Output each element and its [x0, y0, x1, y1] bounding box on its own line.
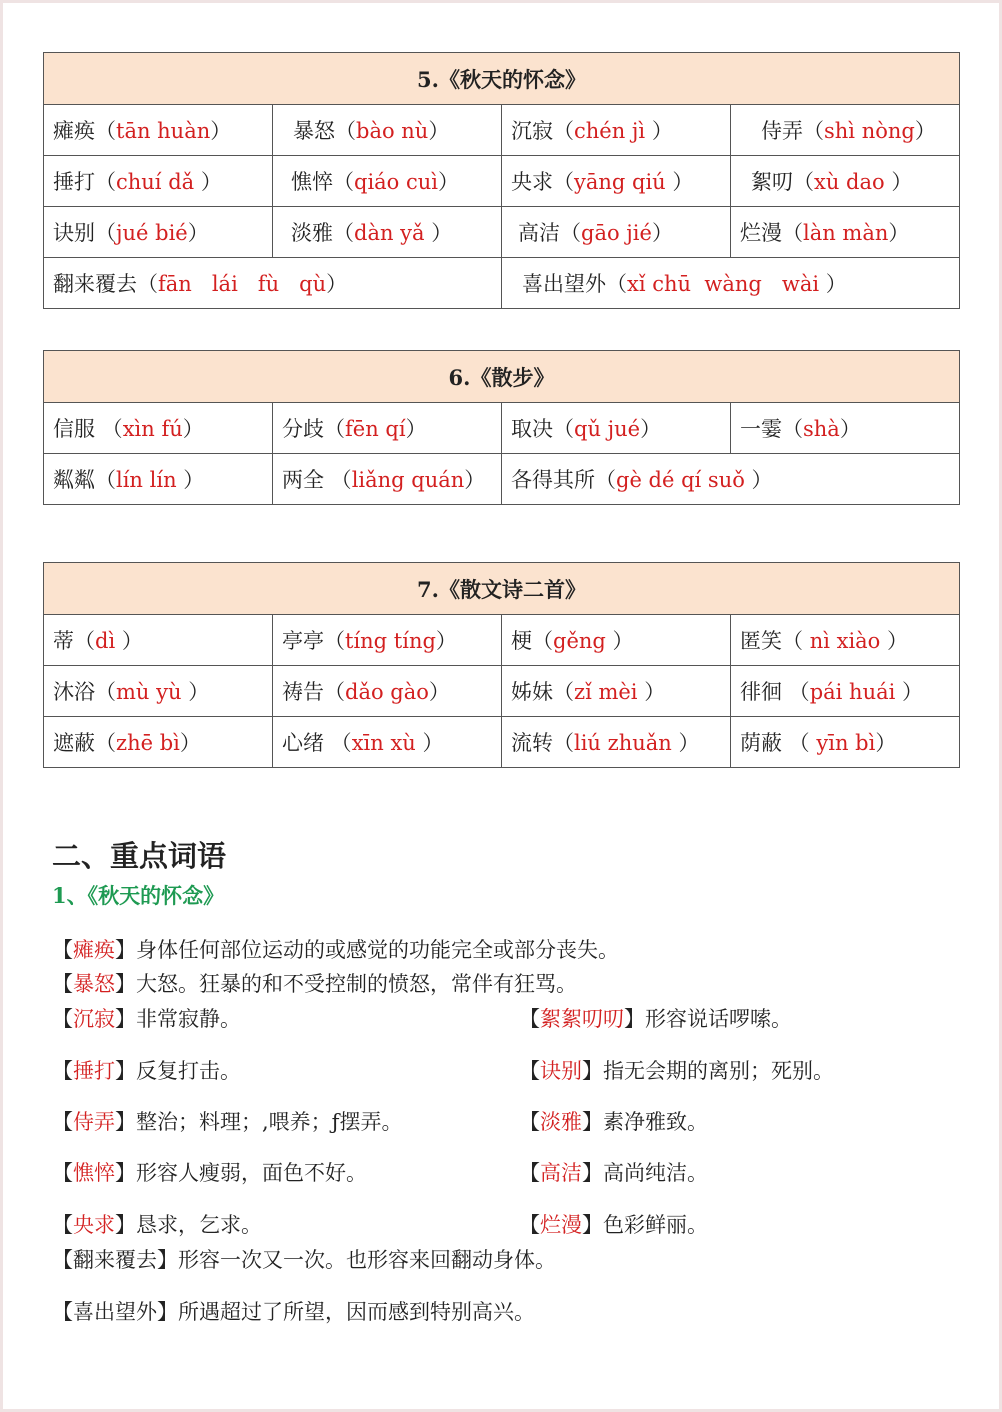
vocab-cell: 喜出望外（xǐ chū wàng wài ）: [502, 258, 960, 309]
section-subtitle: 1、《秋天的怀念》: [52, 883, 225, 908]
vocab-cell: 取决（qǔ jué）: [502, 403, 731, 454]
vocab-cell: 蒂（dì ）: [44, 615, 273, 666]
definition-item: 【烂漫】色彩鲜丽。: [519, 1213, 708, 1237]
vocab-cell: 梗（gěng ）: [502, 615, 731, 666]
table-row: [44, 666, 960, 717]
section-title: 二、重点词语: [52, 839, 227, 873]
vocab-cell: 憔悴（qiáo cuì）: [273, 156, 502, 207]
vocab-cell: 侍弄（shì nòng）: [731, 105, 960, 156]
table-row: [44, 105, 960, 156]
vocab-cell: 瘫痪（tān huàn）: [44, 105, 273, 156]
vocab-cell: 荫蔽 （ yīn bì）: [731, 717, 960, 768]
vocab-cell: 翻来覆去（fān lái fù qù）: [44, 258, 502, 309]
table-row: [44, 403, 960, 454]
definition-item: 【侍弄】整治；料理；,喂养；ƒ摆弄。: [52, 1110, 403, 1134]
vocab-cell: 心绪 （xīn xù ）: [273, 717, 502, 768]
vocab-cell: 粼粼（lín lín ）: [44, 454, 273, 505]
table-row: [44, 454, 960, 505]
table-row: [44, 156, 960, 207]
definition-item: 【喜出望外】所遇超过了所望，因而感到特别高兴。: [52, 1300, 535, 1324]
definition-item: 【瘫痪】身体任何部位运动的或感觉的功能完全或部分丧失。: [52, 938, 619, 962]
definition-item: 【淡雅】素净雅致。: [519, 1110, 708, 1134]
vocab-cell: 诀别（jué bié）: [44, 207, 273, 258]
table-title: 7.《散文诗二首》: [44, 563, 960, 615]
table-title: 6.《散步》: [44, 351, 960, 403]
table-row: [44, 207, 960, 258]
vocab-cell: 遮蔽（zhē bì）: [44, 717, 273, 768]
table-row: [44, 615, 960, 666]
vocab-cell: 两全 （liǎng quán）: [273, 454, 502, 505]
vocab-cell: 高洁（gāo jié）: [502, 207, 731, 258]
vocab-cell: 一霎（shà）: [731, 403, 960, 454]
vocab-table-7: [43, 562, 960, 768]
vocab-cell: 央求（yāng qiú ）: [502, 156, 731, 207]
vocab-cell: 烂漫（làn màn）: [731, 207, 960, 258]
definition-item: 【高洁】高尚纯洁。: [519, 1161, 708, 1185]
vocab-cell: 匿笑（ nì xiào ）: [731, 615, 960, 666]
vocab-cell: 徘徊 （pái huái ）: [731, 666, 960, 717]
vocab-cell: 姊妹（zǐ mèi ）: [502, 666, 731, 717]
vocab-cell: 淡雅（dàn yǎ ）: [273, 207, 502, 258]
definition-item: 【暴怒】大怒。狂暴的和不受控制的愤怒，常伴有狂骂。: [52, 972, 577, 996]
vocab-cell: 流转（liú zhuǎn ）: [502, 717, 731, 768]
vocab-cell: 祷告（dǎo gào）: [273, 666, 502, 717]
definition-item: 【央求】恳求，乞求。: [52, 1213, 262, 1237]
definition-item: 【憔悴】形容人瘦弱，面色不好。: [52, 1161, 367, 1185]
definition-item: 【沉寂】非常寂静。: [52, 1007, 241, 1031]
definition-item: 【捶打】反复打击。: [52, 1059, 241, 1083]
vocab-cell: 各得其所（gè dé qí suǒ ）: [502, 454, 960, 505]
vocab-cell: 沉寂（chén jì ）: [502, 105, 731, 156]
vocab-cell: 沐浴（mù yù ）: [44, 666, 273, 717]
table-title: 5.《秋天的怀念》: [44, 53, 960, 105]
definition-item: 【诀别】指无会期的离别；死别。: [519, 1059, 834, 1083]
vocab-table-5: [43, 52, 960, 309]
vocab-cell: 信服 （xìn fú）: [44, 403, 273, 454]
vocab-cell: 暴怒（bào nù）: [273, 105, 502, 156]
vocab-cell: 捶打（chuí dǎ ）: [44, 156, 273, 207]
vocab-cell: 分歧（fēn qí）: [273, 403, 502, 454]
vocab-cell: 亭亭（tíng tíng）: [273, 615, 502, 666]
table-row: [44, 717, 960, 768]
vocab-table-6: [43, 350, 960, 505]
table-row: [44, 258, 960, 309]
definition-item: 【翻来覆去】形容一次又一次。也形容来回翻动身体。: [52, 1248, 556, 1272]
vocab-cell: 絮叨（xù dao ）: [731, 156, 960, 207]
definition-item: 【絮絮叨叨】形容说话啰嗦。: [519, 1007, 792, 1031]
